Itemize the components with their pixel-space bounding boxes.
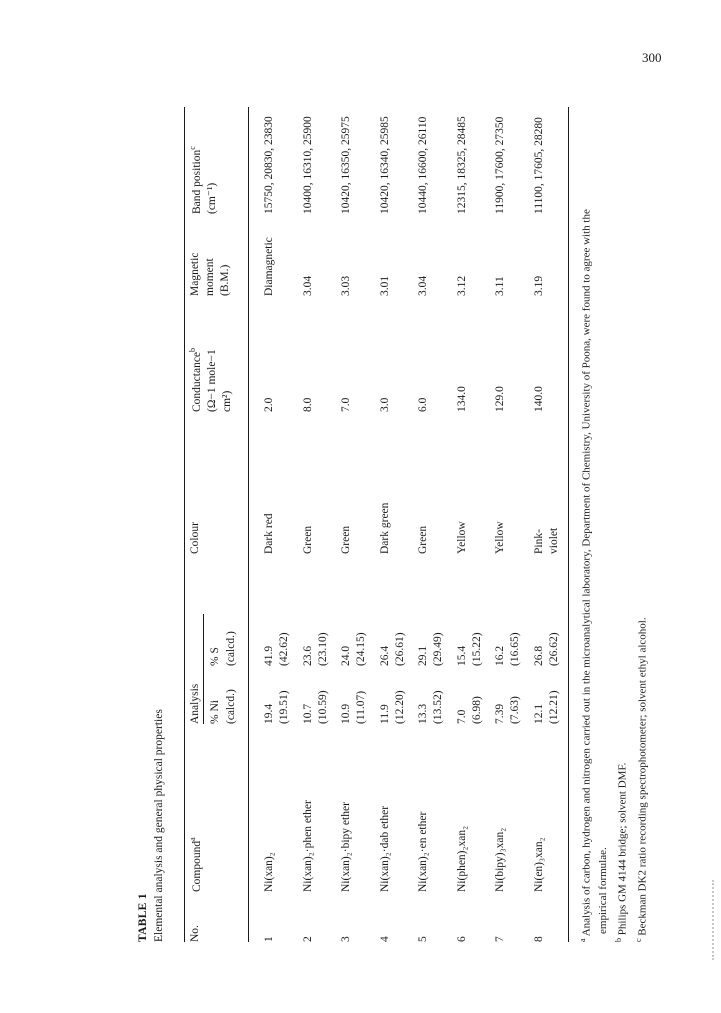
row-1-colour: Dark red (263, 513, 275, 554)
header-magnetic: Magnetic moment (B.M.) (189, 252, 231, 296)
row-6-s: 15.4 (455, 645, 468, 666)
row-8-s-calc: (26.62) (547, 632, 560, 666)
row-7-band: 11900, 17600, 27350 (494, 116, 506, 214)
row-4-magnetic: 3.01 (378, 275, 391, 296)
row-7-conductance: 129.0 (494, 386, 506, 412)
row-7-colour: Yellow (494, 521, 506, 554)
footnote-c: $^c$ Beckman DK2 ratio recording spectrophotometer; solvent ethyl alcohol. (633, 617, 649, 942)
row-3-ni-calc: (11.07) (355, 690, 367, 724)
row-5-s: 29.1 (417, 645, 429, 666)
header-s: % S (209, 647, 221, 666)
row-5-magnetic: 3.04 (417, 275, 429, 296)
rotated-table-sheet (136, 82, 666, 942)
row-2-s: 23.6 (301, 645, 314, 666)
row-6-magnetic: 3.12 (455, 275, 468, 296)
row-1-ni: 19.4 (263, 703, 275, 724)
row-4-band: 10420, 16340, 25985 (378, 116, 391, 214)
header-s-calcd: (calcd.) (225, 631, 237, 666)
table-label: TABLE 1 (137, 893, 149, 942)
top-rule (184, 107, 185, 942)
header-ni-calcd: (calcd.) (225, 689, 237, 724)
footnotes (578, 112, 653, 942)
row-6-compound: Ni(phen)₂xan₂ (455, 825, 468, 892)
row-2-conductance: 8.0 (301, 397, 314, 412)
header-band-position: Band position$^c$ (cm⁻¹) (188, 146, 218, 214)
table-title: Elemental analysis and general physical properties (153, 709, 166, 942)
header-colour: Colour (189, 522, 201, 554)
row-8-band: 11100, 17605, 28280 (532, 117, 545, 214)
row-4-compound: Ni(xan)₂·dab ether (378, 805, 391, 892)
row-7-compound: Ni(bipy)₃xan₂ (494, 827, 506, 892)
row-7-no: 7 (494, 936, 506, 942)
table-caption (136, 709, 167, 942)
row-6-ni-calc: (6.98) (470, 696, 483, 724)
row-7-magnetic: 3.11 (494, 276, 506, 296)
row-2-ni: 10.7 (301, 703, 314, 724)
page-number: 300 (642, 50, 662, 65)
row-4-s: 26.4 (378, 645, 391, 666)
row-5-ni: 13.3 (417, 703, 429, 724)
scan-artifact (712, 880, 716, 960)
row-4-ni-calc: (12.20) (393, 690, 406, 724)
row-2-s-calc: (23.10) (316, 632, 329, 666)
row-1-s: 41.9 (263, 645, 275, 666)
row-3-band: 10420, 16350, 25975 (340, 116, 352, 214)
header-analysis: Analysis (189, 683, 201, 724)
row-1-ni-calc: (19.51) (278, 690, 290, 724)
row-8-no: 8 (532, 936, 545, 942)
row-6-ni: 7.0 (455, 709, 468, 724)
row-6-no: 6 (455, 936, 468, 942)
row-8-s: 26.8 (532, 645, 545, 666)
row-3-magnetic: 3.03 (340, 275, 352, 296)
footnote-a: $^a$ Analysis of carbon, hydrogen and nitrogen carried out in the microanalytical laboratory, Department of Chemistry, University of Poona, were found to agree with the (578, 209, 593, 942)
row-6-s-calc: (15.22) (470, 632, 483, 666)
footnote-a-continued: empirical formulae. (597, 847, 610, 934)
row-3-conductance: 7.0 (340, 397, 352, 412)
row-2-magnetic: 3.04 (301, 275, 314, 296)
row-5-colour: Green (417, 525, 429, 554)
row-6-conductance: 134.0 (455, 386, 468, 412)
row-7-s: 16.2 (494, 645, 506, 666)
row-8-ni: 12.1 (532, 703, 545, 724)
row-3-compound: Ni(xan)₂·bipy ether (340, 802, 352, 892)
row-2-band: 10400, 16310, 25900 (301, 116, 314, 214)
row-1-compound: Ni(xan)₂ (263, 852, 275, 892)
row-8-colour2: violet (547, 527, 560, 554)
row-1-no: 1 (263, 936, 275, 942)
row-3-s: 24.0 (340, 645, 352, 666)
row-7-ni-calc: (7.63) (509, 696, 521, 724)
footnote-b: $^b$ Philips GM 4144 bridge; solvent DMF. (614, 762, 629, 942)
header-rule (248, 107, 249, 942)
bottom-rule (568, 107, 569, 942)
row-5-band: 10440, 16600, 26110 (417, 116, 429, 214)
header-ni: % Ni (209, 700, 221, 724)
row-5-no: 5 (417, 936, 429, 942)
row-1-band: 15750, 20830, 23830 (263, 116, 275, 214)
row-4-conductance: 3.0 (378, 397, 391, 412)
row-4-s-calc: (26.61) (393, 632, 406, 666)
row-5-compound: Ni(xan)₂·en ether (417, 811, 429, 892)
row-3-no: 3 (340, 936, 352, 942)
row-2-no: 2 (301, 936, 314, 942)
row-6-colour: Yellow (455, 521, 468, 554)
row-6-band: 12315, 18325, 28485 (455, 116, 468, 214)
row-8-compound: Ni(en)₃xan₂ (532, 837, 545, 892)
row-8-ni-calc: (12.21) (547, 690, 560, 724)
row-5-conductance: 6.0 (417, 397, 429, 412)
row-4-no: 4 (378, 936, 391, 942)
row-1-conductance: 2.0 (263, 397, 275, 412)
row-2-compound: Ni(xan)₂·phen ether (301, 800, 314, 892)
header-compound: Compound$^a$ (188, 837, 203, 892)
header-conductance: Conductance$^b$ (Ω−1 mole−1 cm²) (188, 347, 233, 412)
row-4-ni: 11.9 (378, 704, 391, 724)
row-3-s-calc: (24.15) (355, 632, 367, 666)
row-7-ni: 7.39 (494, 703, 506, 724)
header-no: No. (189, 925, 201, 942)
row-3-ni: 10.9 (340, 703, 352, 724)
analysis-rule (203, 614, 204, 724)
row-1-s-calc: (42.62) (278, 632, 290, 666)
row-4-colour: Dark green (378, 502, 391, 554)
row-2-ni-calc: (10.59) (316, 690, 329, 724)
row-7-s-calc: (16.65) (509, 632, 521, 666)
row-5-ni-calc: (13.52) (432, 690, 444, 724)
row-2-colour: Green (301, 525, 314, 554)
row-8-colour: Pink- (532, 529, 545, 554)
row-5-s-calc: (29.49) (432, 632, 444, 666)
row-8-magnetic: 3.19 (532, 275, 545, 296)
row-1-magnetic: Diamagnetic (263, 237, 275, 296)
row-3-colour: Green (340, 525, 352, 554)
row-8-conductance: 140.0 (532, 386, 545, 412)
